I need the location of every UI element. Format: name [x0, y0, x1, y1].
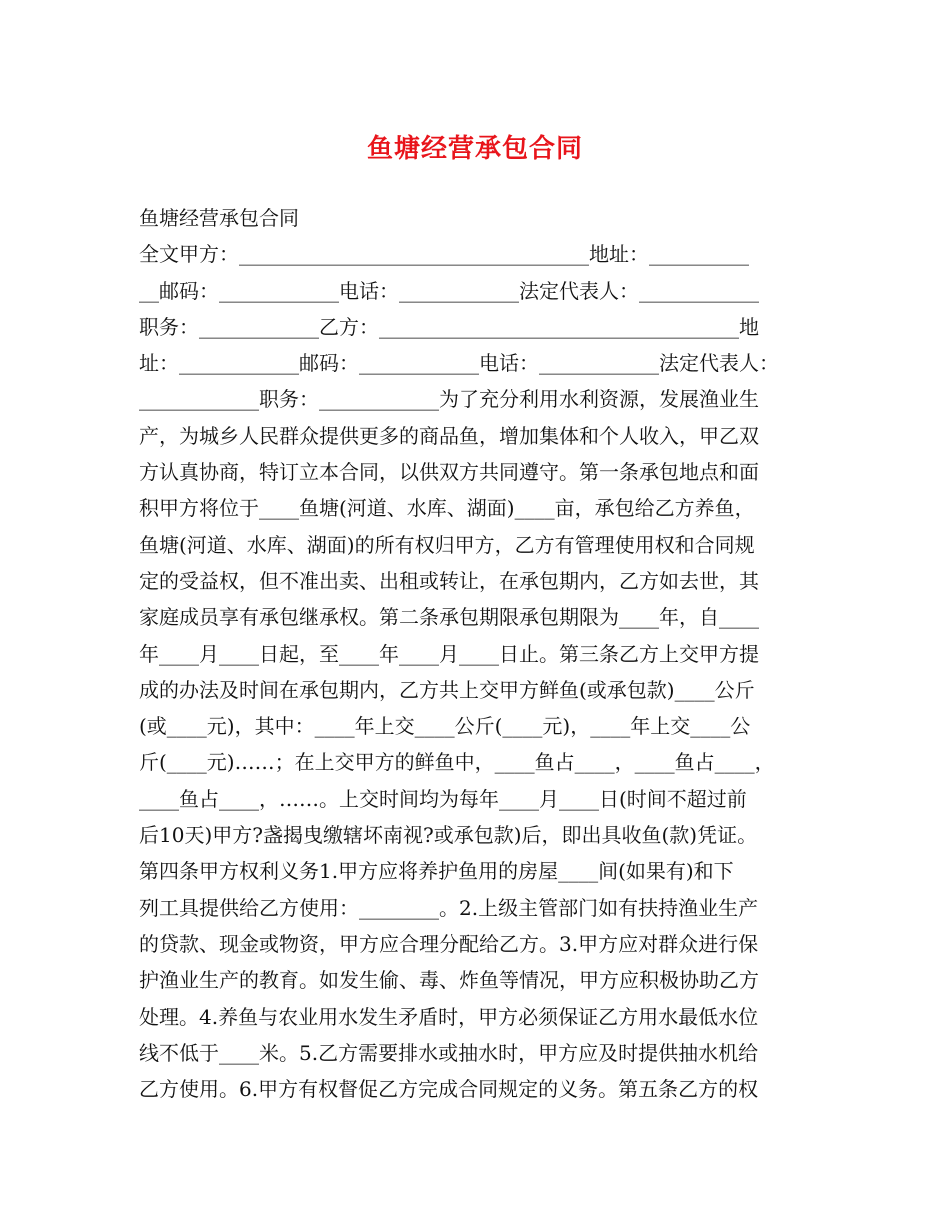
document-body	[139, 200, 819, 1107]
body-text-line: 鱼塘经营承包合同	[139, 206, 299, 230]
body-text-line: ____________职务：____________为了充分利用水利资源，发展渔业生	[139, 387, 759, 412]
body-text-line: 鱼塘(河道、水库、湖面)的所有权归甲方，乙方有管理使用权和合同规	[139, 532, 755, 557]
body-text-line: 方认真协商，特订立本合同，以供双方共同遵守。第一条承包地点和面	[139, 460, 759, 485]
body-text-line: 家庭成员享有承包继承权。第二条承包期限承包期限为____年，自____	[139, 605, 759, 630]
body-text-line: 定的受益权，但不准出卖、出租或转让，在承包期内，乙方如去世，其	[139, 568, 759, 593]
body-text-line: __邮码：____________电话：____________法定代表人：____________	[139, 278, 759, 303]
body-text-line: 职务：____________乙方：____________________________________地	[139, 314, 759, 339]
body-text-line: 的贷款、现金或物资，甲方应合理分配给乙方。3.甲方应对群众进行保	[139, 931, 759, 956]
body-text-line: 积甲方将位于____鱼塘(河道、水库、湖面)____亩，承包给乙方养鱼，	[139, 496, 755, 521]
body-text-line: 乙方使用。6.甲方有权督促乙方完成合同规定的义务。第五条乙方的权	[139, 1077, 759, 1102]
body-text-line: 斤(____元)……；在上交甲方的鲜鱼中，____鱼占____，____鱼占____，	[139, 750, 775, 775]
body-text-line: ____鱼占____，……。上交时间均为每年____月____日(时间不超过前	[139, 786, 747, 811]
body-text-line: 全文甲方：___________________________________地址：__________	[139, 242, 749, 267]
body-text-line: 线不低于____米。5.乙方需要排水或抽水时，甲方应及时提供抽水机给	[139, 1040, 759, 1065]
body-text-line: 产，为城乡人民群众提供更多的商品鱼，增加集体和个人收入，甲乙双	[139, 423, 759, 448]
document-title: 鱼塘经营承包合同	[366, 134, 583, 164]
body-text-line: 成的办法及时间在承包期内，乙方共上交甲方鲜鱼(或承包款)____公斤	[139, 677, 755, 702]
body-text-line: (或____元)，其中：____年上交____公斤(____元)，____年上交____公	[139, 714, 751, 739]
body-text-line: 第四条甲方权利义务1.甲方应将养护鱼用的房屋____间(如果有)和下	[139, 859, 734, 884]
body-text-line: 后10天)甲方?盏揭曳缴辖坏南视?或承包款)后，即出具收鱼(款)凭证。	[139, 823, 758, 848]
body-text-line: 护渔业生产的教育。如发生偷、毒、炸鱼等情况，甲方应积极协助乙方	[139, 968, 759, 993]
body-text-line: 年____月____日起，至____年____月____日止。第三条乙方上交甲方提	[139, 641, 759, 666]
body-text-line: 列工具提供给乙方使用：________。2.上级主管部门如有扶持渔业生产	[139, 895, 759, 920]
body-text-line: 处理。4.养鱼与农业用水发生矛盾时，甲方必须保证乙方用水最低水位	[139, 1004, 759, 1029]
body-text-line: 址：____________邮码：____________电话：____________法定代表人：	[139, 351, 779, 376]
